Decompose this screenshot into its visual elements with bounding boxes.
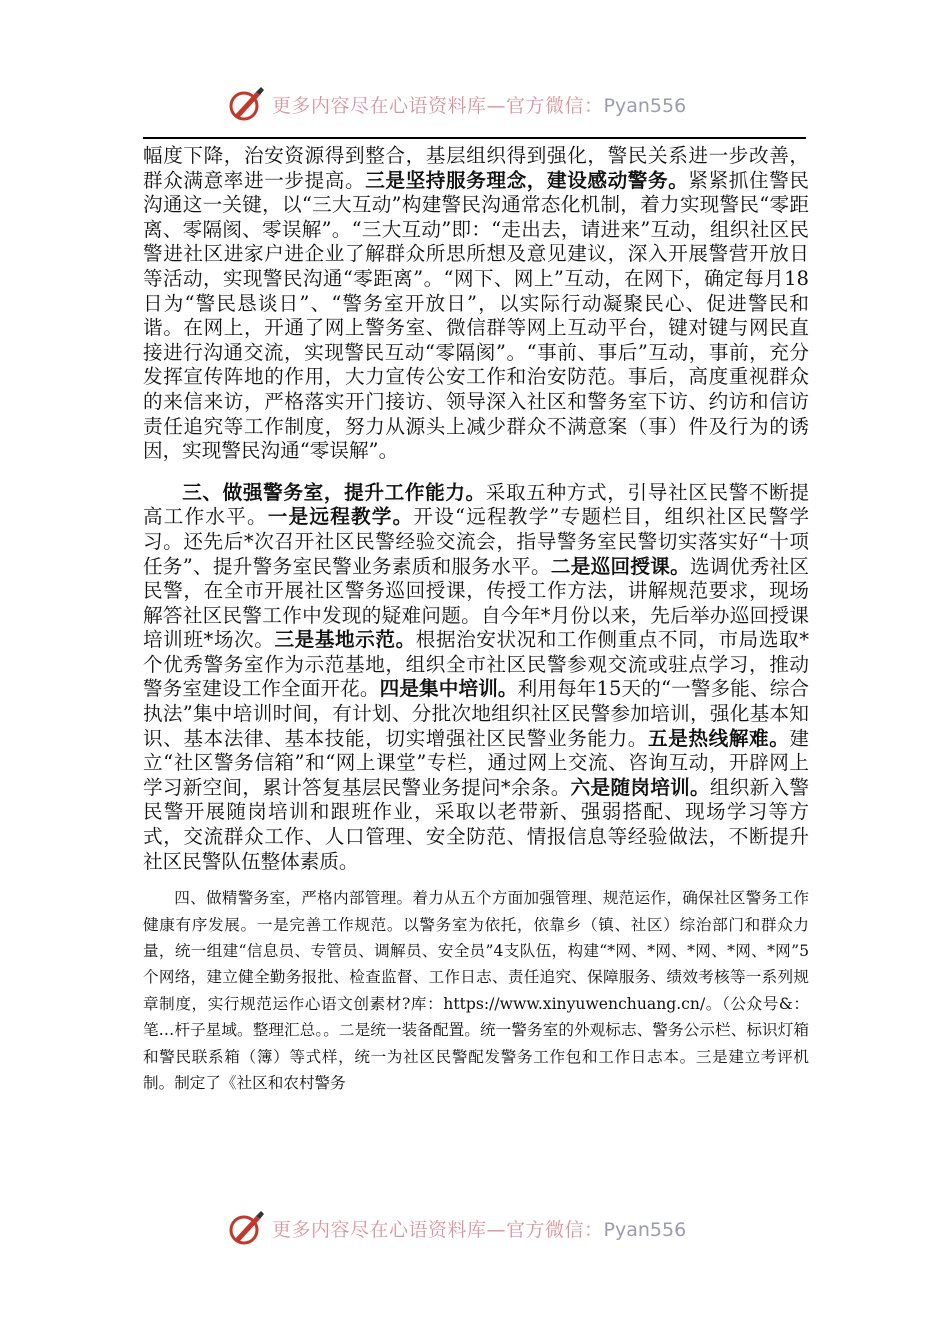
separator: —	[486, 1218, 507, 1241]
wechat-id: Pyan556	[603, 94, 687, 117]
section-heading: 三、做强警务室，提升工作能力。	[182, 480, 486, 504]
paragraph-1: 幅度下降，治安资源得到整合，基层组织得到强化，警民关系进一步改善，群众满意率进一步提高。三是坚持服务理念，建设感动警务。紧紧抓住警民沟通这一关键，以“三大互动”构建警民沟通常态化机制，着力实现警民“零距离、零隔阂、零误解”。“三大互动”即：“走出去，请进来”互动，组织社区民警进社区进家户进企业了解群众所思所想及意见建议，深入开展警营开放日等活动，实现警民沟通“零距离”。“网下、网上”互动，在网下，确定每月18日为“警民恳谈日”、“警务室开放日”，以实际行动凝聚民心、促进警民和谐。在网上，开通了网上警务室、微信群等网上互动平台，键对键与网民直接进行沟通交流，实现警民互动“零隔阂”。“事前、事后”互动，事前，充分发挥宣传阵地的作用，大力宣传公安工作和治安防范。事后，高度重视群众的来信来访，严格落实开门接访、领导深入社区和警务室下访、约访和信访责任追究等工作制度，努力从源头上减少群众不满意案（事）件及行为的诱因，实现警民沟通“零误解”。	[143, 144, 810, 463]
paragraph-3: 四、做精警务室，严格内部管理。着力从五个方面加强管理、规范运作，确保社区警务工作健康有序发展。一是完善工作规范。以警务室为依托，依靠乡（镇、社区）综治部门和群众力量，统一组建“信息员、专管员、调解员、安全员”4支队伍，构建“*网、*网、*网、*网、*网”5个网络，建立健全勤务报批、检查监督、工作日志、责任追究、保障服务、绩效考核等一系列规章制度，实行规范运作心语文创素材?库：https://www.xinyuwenchuang.cn/。（公众号&：笔…杆子星域。整理汇总。。二是统一装备配置。统一警务室的外观标志、警务公示栏、标识灯箱和警民联系箱（簿）等式样，统一为社区民警配发警务工作包和工作日志本。三是建立考评机制。制定了《社区和农村警务	[143, 889, 809, 1093]
brand-text: 更多内容尽在心语资料库	[272, 94, 487, 117]
header-divider	[143, 137, 806, 139]
page-footer	[0, 1196, 950, 1256]
brand-text: 更多内容尽在心语资料库	[272, 1218, 487, 1241]
watermark-banner	[226, 84, 686, 124]
document-body	[143, 144, 809, 1096]
paragraph-2: 三、做强警务室，提升工作能力。采取五种方式，引导社区民警不断提高工作水平。一是远程教学。开设“远程教学”专题栏目，组织社区民警学习。还先后*次召开社区民警经验交流会，指导警务室民警切实落实好“十项任务”、提升警务室民警业务素质和服务水平。二是巡回授课。选调优秀社区民警，在全市开展社区警务巡回授课，传授工作方法，讲解规范要求，现场解答社区民警工作中发现的疑难问题。自今年*月份以来，先后举办巡回授课培训班*场次。三是基地示范。根据治安状况和工作侧重点不同，市局选取*个优秀警务室作为示范基地，组织全市社区民警参观交流或驻点学习，推动警务室建设工作全面开花。四是集中培训。利用每年15天的“一警多能、综合执法”集中培训时间，有计划、分批次地组织社区民警参加培训，强化基本知识、基本法律、基本技能，切实增强社区民警业务能力。五是热线解难。建立“社区警务信箱”和“网上课堂”专栏，通过网上交流、咨询互动，开辟网上学习新空间，累计答复基层民警业务提问*余条。六是随岗培训。组织新入警民警开展随岗培训和跟班作业，采取以老带新、强弱搭配、现场学习等方式，交流群众工作、人口管理、安全防范、情报信息等经验做法，不断提升社区民警队伍整体素质。	[143, 480, 810, 873]
watermark-banner-footer	[226, 1208, 686, 1248]
pen-logo-icon	[226, 84, 266, 124]
wechat-label: 官方微信：	[506, 1218, 604, 1241]
pen-logo-icon	[226, 1208, 266, 1248]
wechat-label: 官方微信：	[506, 94, 604, 117]
page-header	[0, 72, 950, 132]
wechat-id: Pyan556	[603, 1218, 687, 1241]
separator: —	[486, 94, 507, 117]
bold-heading: 三是坚持服务理念，建设感动警务。	[365, 168, 689, 192]
